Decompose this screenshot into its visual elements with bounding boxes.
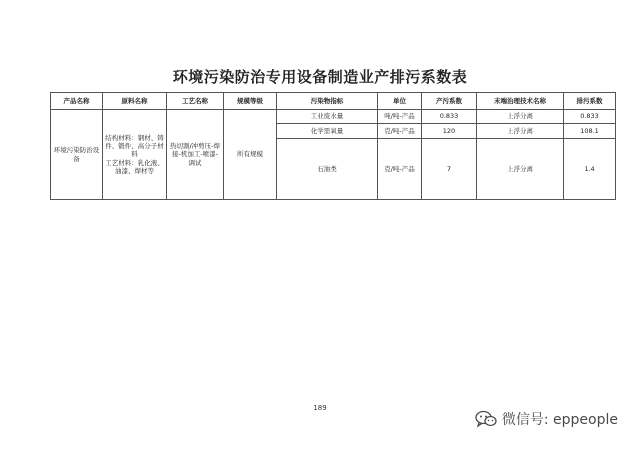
generation-coefficient-cell: 120 bbox=[422, 124, 477, 139]
column-header: 单位 bbox=[378, 93, 422, 110]
page-title: 环境污染防治专用设备制造业产排污系数表 bbox=[172, 68, 468, 86]
column-header: 污染物指标 bbox=[277, 93, 378, 110]
product-name-cell: 环境污染防治设备 bbox=[51, 110, 103, 200]
treatment-cell: 上浮分离 bbox=[477, 110, 564, 124]
emission-coefficient-cell: 108.1 bbox=[564, 124, 616, 139]
pollutant-cell: 石油类 bbox=[277, 139, 378, 200]
unit-cell: 克/吨-产品 bbox=[378, 139, 422, 200]
scale-cell: 所有规模 bbox=[224, 110, 277, 200]
emission-coefficient-cell: 1.4 bbox=[564, 139, 616, 200]
column-header: 产品名称 bbox=[51, 93, 103, 110]
column-header: 末端治理技术名称 bbox=[477, 93, 564, 110]
pollutant-cell: 工业废水量 bbox=[277, 110, 378, 124]
pollutant-cell: 化学需氧量 bbox=[277, 124, 378, 139]
emission-coefficient-cell: 0.833 bbox=[564, 110, 616, 124]
unit-cell: 克/吨-产品 bbox=[378, 124, 422, 139]
generation-coefficient-cell: 0.833 bbox=[422, 110, 477, 124]
watermark bbox=[475, 409, 618, 429]
column-header: 工艺名称 bbox=[167, 93, 224, 110]
table-row bbox=[51, 110, 616, 124]
raw-materials-cell: 结构材料：钢材、铸件、锻件、高分子材料 工艺材料：乳化液、油漆、焊材等 bbox=[103, 110, 167, 200]
table-header-row bbox=[51, 93, 616, 110]
wechat-icon bbox=[475, 410, 497, 428]
unit-cell: 吨/吨-产品 bbox=[378, 110, 422, 124]
process-name-cell: 热切割/冲剪压-焊接-机加工-喷漆-调试 bbox=[167, 110, 224, 200]
emission-coefficient-table bbox=[50, 92, 616, 200]
page-number: 189 bbox=[313, 404, 327, 412]
treatment-cell: 上浮分离 bbox=[477, 124, 564, 139]
column-header: 产污系数 bbox=[422, 93, 477, 110]
watermark-text: 微信号: eppeople bbox=[501, 412, 618, 428]
column-header: 规模等级 bbox=[224, 93, 277, 110]
column-header: 原料名称 bbox=[103, 93, 167, 110]
column-header: 排污系数 bbox=[564, 93, 616, 110]
generation-coefficient-cell: 7 bbox=[422, 139, 477, 200]
treatment-cell: 上浮分离 bbox=[477, 139, 564, 200]
